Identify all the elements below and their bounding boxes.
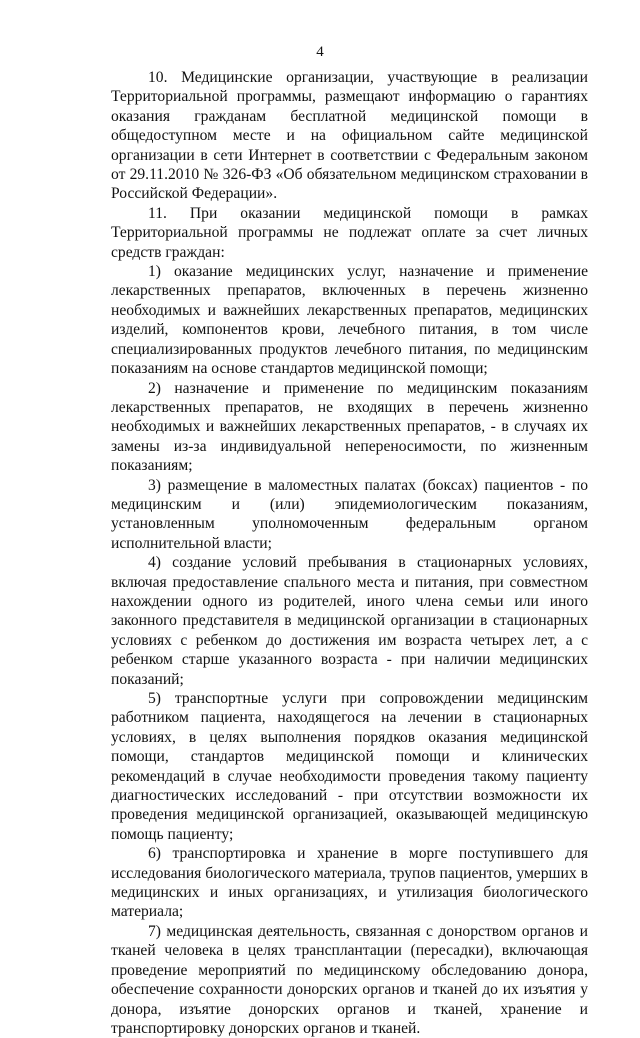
paragraph-11-intro: 11. При оказании медицинской помощи в рамках Территориальной программы не подлежат оплате за счет личных средств граждан:: [111, 204, 588, 261]
page-number: 4: [316, 44, 324, 60]
document-body: [111, 68, 588, 1038]
list-item-5: 5) транспортные услуги при сопровождении медицинским работником пациента, находящегося на лечении в стационарных условиях, в целях выполнения порядков оказания медицинской помощи, стандартов медицинской помощи и клинических рекомендаций в случае необходимости проведения такому пациенту диагностических исследований - при отсутствии возможности их проведения медицинской организацией, оказывающей медицинскую помощь пациенту;: [111, 690, 588, 843]
list-item-6: 6) транспортировка и хранение в морге поступившего для исследования биологического материала, трупов пациентов, умерших в медицинских и иных организациях, и утилизация биологического материала;: [111, 845, 588, 921]
paragraph-10-info-placement: 10. Медицинские организации, участвующие в реализации Территориальной программы, размещают информацию о гарантиях оказания гражданам бесплатной медицинской помощи в общедоступном месте и на официальном сайте медицинской организации в сети Интернет в соответствии с Федеральным законом от 29.11.2010 № 326-ФЗ «Об обязательном медицинском страховании в Российской Федерации».: [111, 69, 588, 203]
list-item-3: 3) размещение в маломестных палатах (боксах) пациентов - по медицинским и (или) эпидемиологическим показаниям, установленным уполномоченным федеральным органом исполнительной власти;: [111, 476, 588, 552]
list-item-2: 2) назначение и применение по медицинским показаниям лекарственных препаратов, не входящих в перечень жизненно необходимых и важнейших лекарственных препаратов, - в случаях их замены из-за индивидуальной непереносимости, по жизненным показаниям;: [111, 379, 588, 475]
list-item-1: 1) оказание медицинских услуг, назначение и применение лекарственных препаратов, включенных в перечень жизненно необходимых и важнейших лекарственных препаратов, медицинских изделий, компонентов крови, лечебного питания, в том числе специализированных продуктов лечебного питания, по медицинским показаниям на основе стандартов медицинской помощи;: [111, 263, 588, 378]
list-item-4: 4) создание условий пребывания в стационарных условиях, включая предоставление спального места и питания, при совместном нахождении одного из родителей, иного члена семьи или иного законного представителя в медицинской организации в стационарных условиях с ребенком до достижения им возраста четырех лет, а с ребенком старше указанного возраста - при наличии медицинских показаний;: [111, 554, 588, 688]
list-item-7: 7) медицинская деятельность, связанная с донорством органов и тканей человека в целях трансплантации (пересадки), включающая проведение мероприятий по медицинскому обследованию донора, обеспечение сохранности донорских органов и тканей до их изъятия у донора, изъятие донорских органов и тканей, хранение и транспортировку донорских органов и тканей.: [111, 922, 588, 1037]
